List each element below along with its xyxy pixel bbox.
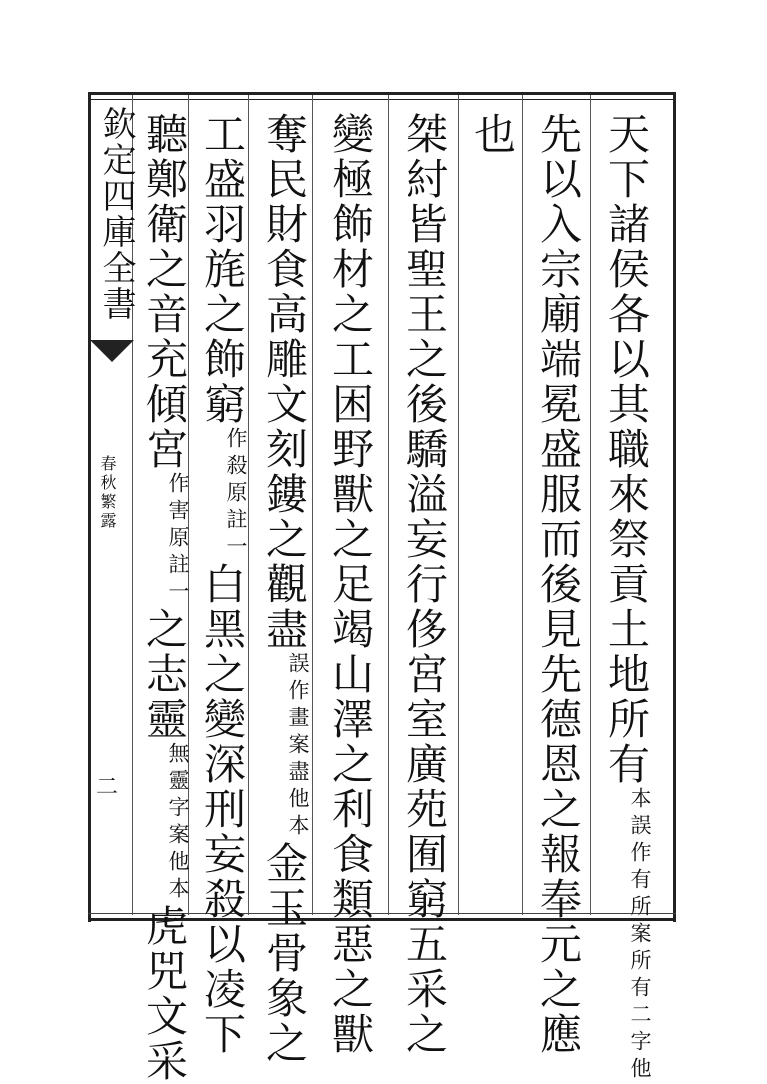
- column-text: 虎兕文采: [140, 904, 189, 1084]
- text-column-2: [532, 112, 584, 1057]
- column-text: 桀紂皆聖王之後驕溢妄行侈宮室廣苑囿窮五采之: [400, 112, 449, 1057]
- text-column-3: [466, 112, 518, 157]
- margin-book-name: 春秋繁露: [98, 455, 117, 531]
- annotation-right: 原註一: [166, 526, 190, 607]
- column-text: 奪民財食高雕文刻鏤之觀盡: [260, 112, 309, 652]
- column-text: 天下諸侯各以其職來祭貢土地所有: [602, 112, 651, 787]
- annotation-right: 案他本: [166, 823, 190, 904]
- annotation-right: 案盡他本: [286, 733, 310, 841]
- column-text: 先以入宗廟端冕盛服而後見先德恩之報奉元之應: [534, 112, 583, 1057]
- text-column-5: [324, 112, 376, 1057]
- annotation-left: 誤作畫: [286, 652, 310, 733]
- column-separator: [312, 95, 313, 915]
- column-text: 聽鄭衛之音充傾宮: [140, 112, 189, 472]
- annotation: [166, 742, 190, 904]
- column-text: 變極飾材之工困野獸之足竭山澤之利食類惡之獸: [326, 112, 375, 1057]
- annotation: [166, 472, 190, 607]
- text-column-7: [196, 112, 248, 1057]
- column-separator: [248, 95, 249, 915]
- column-text: 也: [468, 112, 517, 157]
- annotation: [224, 427, 248, 562]
- annotation-left: 作殺: [224, 427, 248, 481]
- annotation: [628, 787, 652, 1084]
- annotation: [286, 652, 310, 841]
- text-column-6: [258, 112, 310, 1066]
- column-separator: [458, 95, 459, 915]
- margin-page-number: 二: [96, 775, 119, 800]
- column-text: 白黑之變深刑妄殺以凌下: [198, 562, 247, 1057]
- column-separator: [522, 95, 523, 915]
- column-text: 之志靈: [140, 607, 189, 742]
- text-column-4: [398, 112, 450, 1057]
- annotation-left: 無靈字: [166, 742, 190, 823]
- column-separator: [590, 95, 591, 915]
- annotation-right: 案所有二字他: [628, 922, 652, 1084]
- column-text: 工盛羽旄之飾窮: [198, 112, 247, 427]
- annotation-left: 作害: [166, 472, 190, 526]
- text-column-8: [138, 112, 190, 1084]
- column-separator: [388, 95, 389, 915]
- annotation-right: 原註一: [224, 481, 248, 562]
- text-column-1: [600, 112, 652, 1084]
- margin-book-title: 欽定四庫全書: [96, 106, 136, 322]
- annotation-left: 本誤作有所: [628, 787, 652, 922]
- column-text: 金玉骨象之: [260, 841, 309, 1066]
